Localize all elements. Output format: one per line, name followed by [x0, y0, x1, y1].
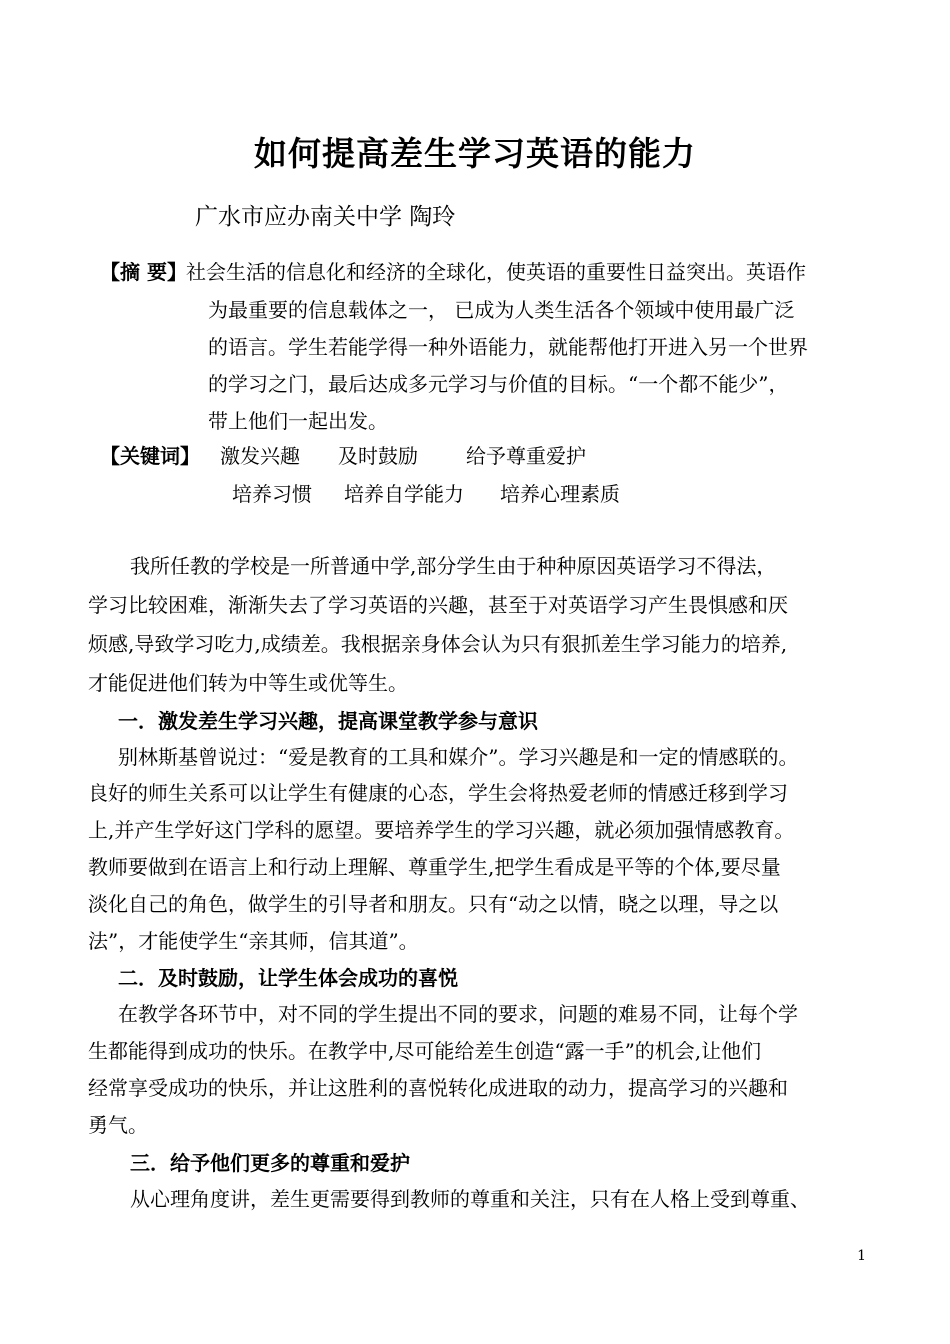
body-line: 从心理角度讲，差生更需要得到教师的尊重和关注，只有在人格上受到尊重、 [130, 1187, 810, 1211]
document-title: 如何提高差生学习英语的能力 [254, 134, 696, 173]
body-line: 上,并产生学好这门学科的愿望。要培养学生的学习兴趣，就必须加强情感教育。 [88, 818, 795, 842]
body-line: 在教学各环节中，对不同的学生提出不同的要求，问题的难易不同，让每个学 [118, 1002, 798, 1026]
keyword: 激发兴趣 [220, 444, 300, 468]
body-line: 法”，才能使学生“亲其师，信其道”。 [88, 929, 419, 953]
body-line: 别林斯基曾说过：“爱是教育的工具和媒介”。学习兴趣是和一定的情感联的。 [118, 745, 799, 769]
body-line: 教师要做到在语言上和行动上理解、尊重学生,把学生看成是平等的个体,要尽量 [88, 855, 781, 879]
body-line: 勇气。 [88, 1113, 148, 1137]
abstract-label: 【摘 要】 [100, 260, 187, 284]
keyword: 培养自学能力 [344, 482, 464, 506]
abstract-line: 社会生活的信息化和经济的全球化，使英语的重要性日益突出。英语作 [186, 260, 806, 284]
body-line: 才能促进他们转为中等生或优等生。 [88, 671, 408, 695]
body-line: 经常享受成功的快乐，并让这胜利的喜悦转化成进取的动力，提高学习的兴趣和 [88, 1076, 788, 1100]
section-heading: 二．及时鼓励，让学生体会成功的喜悦 [118, 966, 458, 990]
author-line: 广水市应办南关中学 陶玲 [195, 204, 456, 230]
body-line: 我所任教的学校是一所普通中学,部分学生由于种种原因英语学习不得法， [130, 554, 777, 578]
keyword: 培养心理素质 [500, 482, 620, 506]
keyword: 给予尊重爱护 [466, 444, 586, 468]
body-line: 烦感,导致学习吃力,成绩差。我根据亲身体会认为只有狠抓差生学习能力的培养, [88, 632, 788, 656]
abstract-line: 带上他们一起出发。 [208, 409, 388, 433]
keyword: 培养习惯 [232, 482, 312, 506]
keyword: 及时鼓励 [338, 444, 418, 468]
page-number: 1 [857, 1248, 866, 1264]
abstract-line: 的语言。学生若能学得一种外语能力，就能帮他打开进入另一个世界 [208, 335, 808, 359]
keywords-label: 【关键词】 [100, 444, 200, 468]
body-line: 生都能得到成功的快乐。在教学中,尽可能给差生创造“露一手”的机会,让他们 [88, 1039, 762, 1063]
section-heading: 一．激发差生学习兴趣，提高课堂教学参与意识 [118, 709, 538, 733]
body-line: 学习比较困难，渐渐失去了学习英语的兴趣，甚至于对英语学习产生畏惧感和厌 [88, 593, 788, 617]
abstract-line: 的学习之门，最后达成多元学习与价值的目标。“一个都不能少”， [208, 372, 789, 396]
body-line: 淡化自己的角色，做学生的引导者和朋友。只有“动之以情，晓之以理，导之以 [88, 892, 779, 916]
abstract-line: 为最重要的信息载体之一， 已成为人类生活各个领域中使用最广泛 [208, 298, 795, 322]
body-line: 良好的师生关系可以让学生有健康的心态，学生会将热爱老师的情感迁移到学习 [88, 781, 788, 805]
section-heading: 三．给予他们更多的尊重和爱护 [130, 1151, 410, 1175]
